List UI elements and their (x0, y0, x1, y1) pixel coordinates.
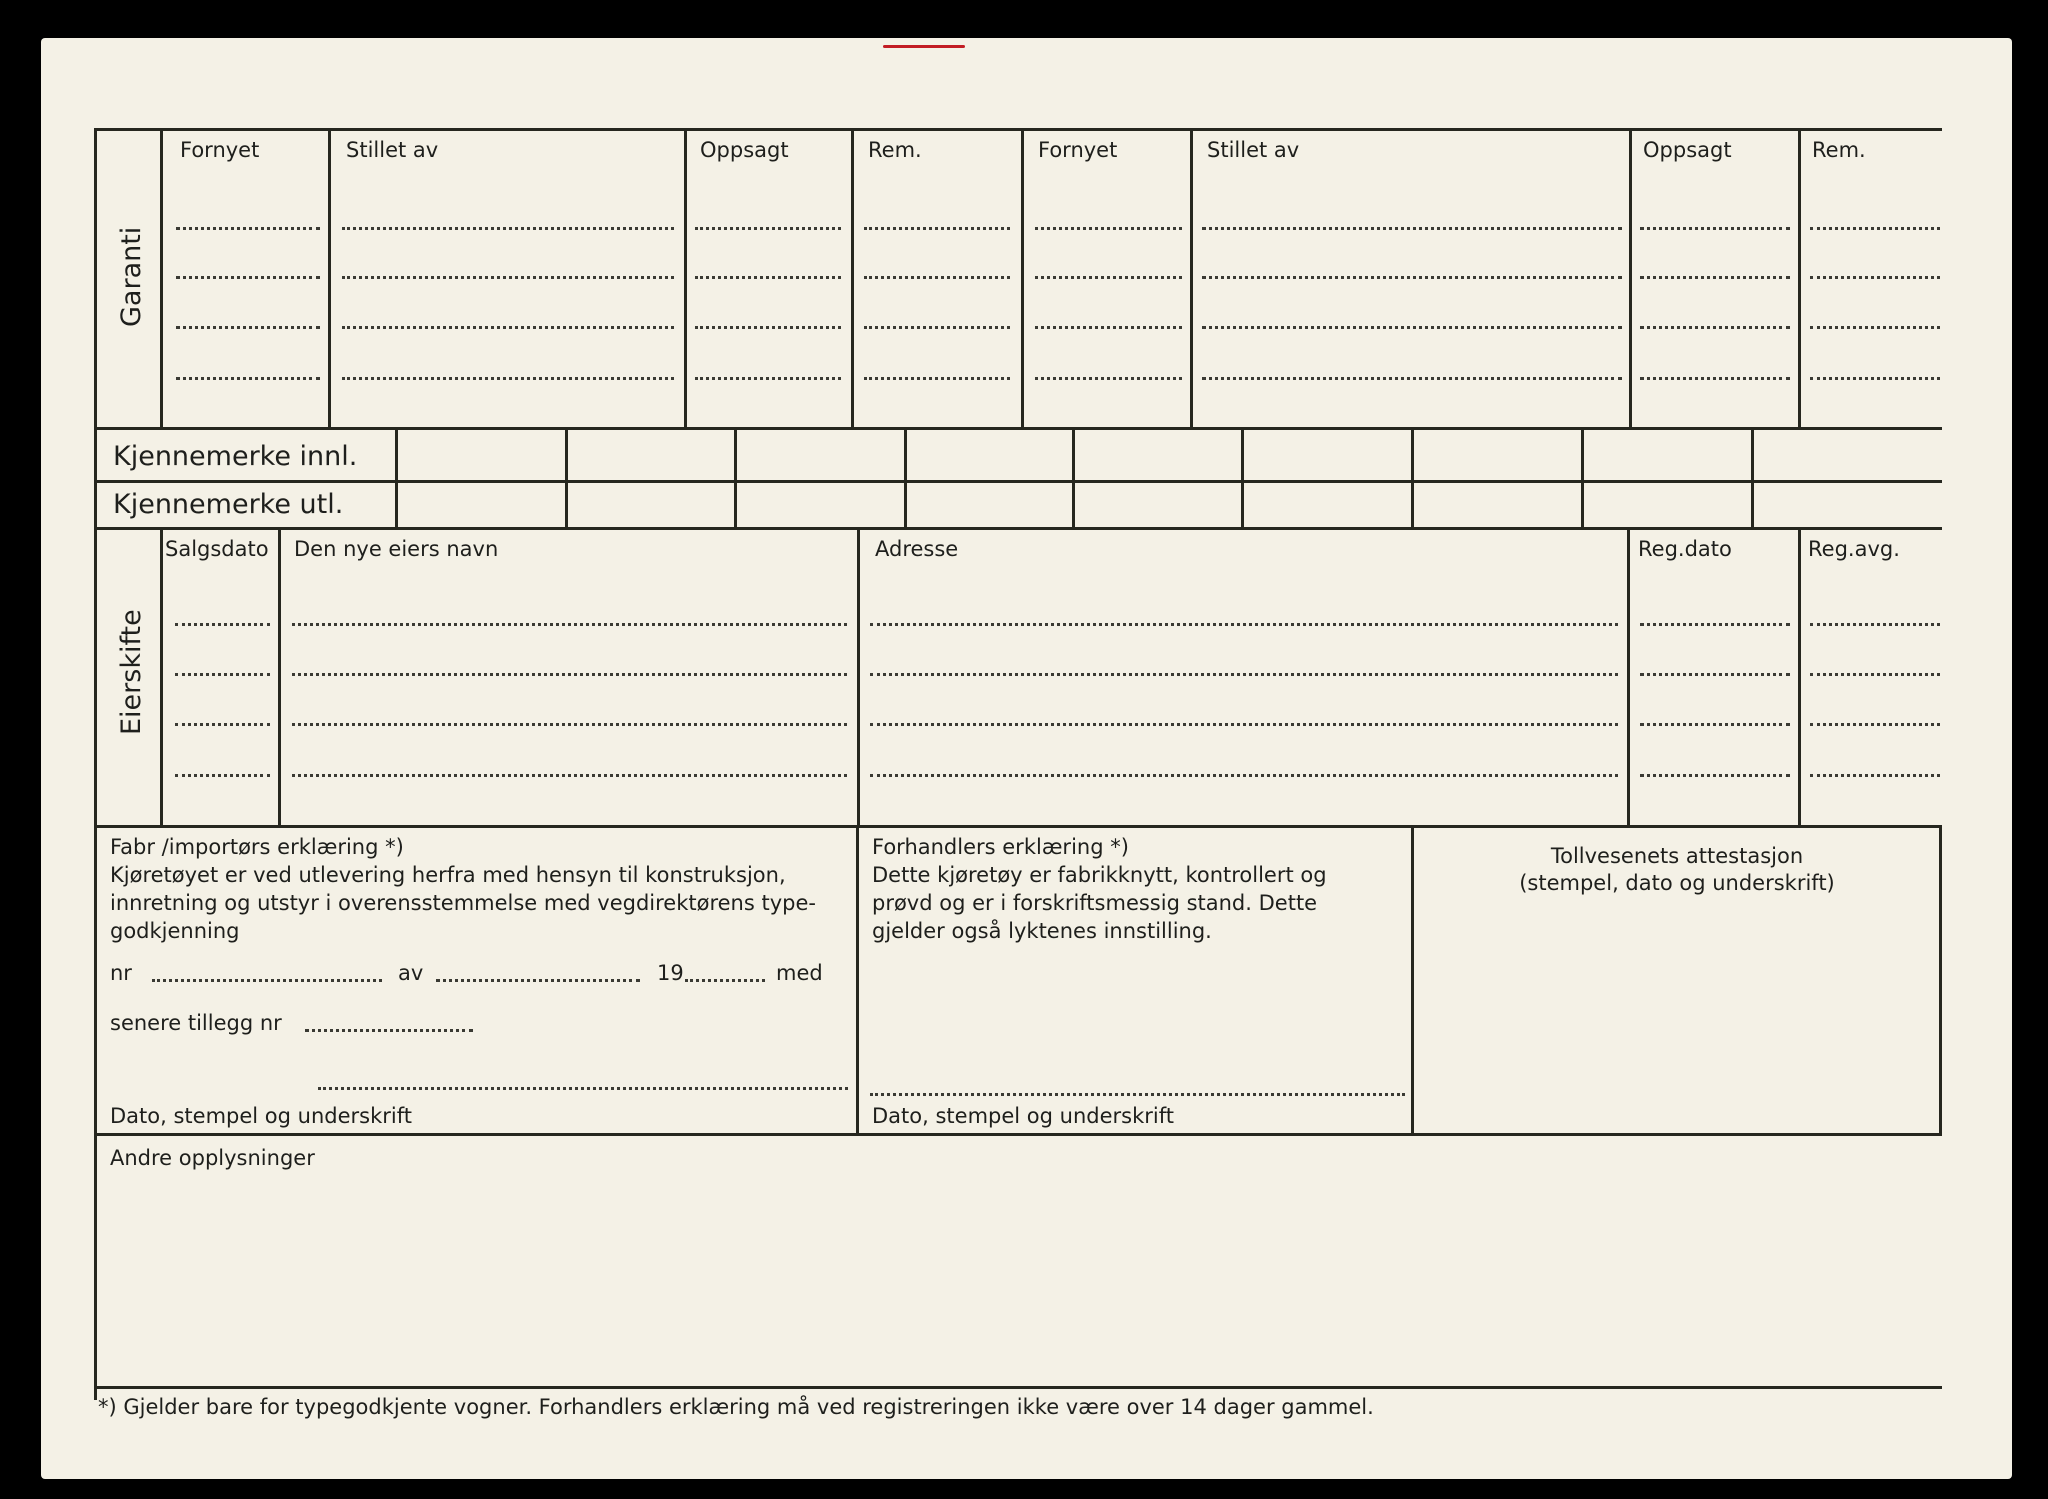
dotted-line (175, 723, 270, 726)
dotted-line (870, 774, 1618, 777)
dotted-line (1640, 723, 1790, 726)
garanti-col-divider (1021, 130, 1024, 428)
eierskifte-header-adresse: Adresse (875, 537, 959, 561)
fabrikant-text-line-1: Kjøretøyet er ved utlevering herfra med hensyn til konstruksjon, (110, 863, 786, 887)
dotted-line (864, 227, 1010, 230)
dotted-line (1035, 276, 1182, 279)
fabrikant-av-label: av (398, 961, 424, 985)
dotted-line (695, 276, 841, 279)
dotted-line (176, 276, 320, 279)
fabrikant-nr-label: nr (110, 961, 132, 985)
fabrikant-med-label: med (776, 961, 823, 985)
dotted-line (1810, 326, 1940, 329)
dotted-line (176, 227, 320, 230)
registration-form-card (41, 38, 2012, 1479)
eierskifte-header-regavg: Reg.avg. (1808, 537, 1900, 561)
eierskifte-header-navn: Den nye eiers navn (294, 537, 499, 561)
eierskifte-col-divider (278, 529, 281, 826)
fabrikant-signature-line (318, 1087, 848, 1090)
garanti-side-label: Garanti (116, 226, 147, 327)
dotted-line (1640, 774, 1790, 777)
dotted-line (1640, 276, 1790, 279)
dotted-line (175, 673, 270, 676)
fabrikant-year-prefix: 19 (657, 961, 684, 985)
dotted-line (342, 377, 674, 380)
garanti-header-rem-2: Rem. (1812, 138, 1866, 162)
garanti-col-divider (851, 130, 854, 428)
eierskifte-header-salgsdato: Salgsdato (165, 537, 269, 561)
kjennemerke-cell-divider (904, 429, 907, 528)
dotted-line (342, 326, 674, 329)
garanti-bottom-rule (96, 427, 1942, 430)
fabrikant-text-line-3: godkjenning (110, 919, 240, 943)
dotted-line (176, 326, 320, 329)
dotted-line (1640, 623, 1790, 626)
forhandler-text-line-2: prøvd og er i forskriftsmessig stand. Dette (872, 891, 1318, 915)
kjennemerke-cell-divider (1072, 429, 1075, 528)
declaration-divider (1411, 827, 1414, 1134)
garanti-col-divider (1629, 130, 1632, 428)
red-mark (883, 45, 965, 48)
forhandler-title: Forhandlers erklæring *) (872, 835, 1129, 859)
dotted-line (1810, 276, 1940, 279)
dotted-line (695, 377, 841, 380)
kjennemerke-bottom-rule (96, 527, 1942, 530)
dotted-line (1640, 377, 1790, 380)
andre-opplysninger-label: Andre opplysninger (110, 1146, 315, 1170)
kjennemerke-cell-divider (1241, 429, 1244, 528)
dotted-line (864, 276, 1010, 279)
top-rule (96, 128, 1942, 131)
dotted-line (685, 979, 765, 982)
dotted-line (1202, 377, 1622, 380)
dotted-line (292, 774, 847, 777)
footnote: *) Gjelder bare for typegodkjente vogner. Forhandlers erklæring må ved registreringen ikke være over 14 dager gammel. (98, 1395, 1374, 1419)
tollvesen-subtitle: (stempel, dato og underskrift) (1519, 871, 1835, 895)
dotted-line (870, 723, 1618, 726)
garanti-header-rem-1: Rem. (868, 138, 922, 162)
kjennemerke-cell-divider (395, 429, 398, 528)
dotted-line (1035, 377, 1182, 380)
kjennemerke-cell-divider (1581, 429, 1584, 528)
garanti-col-divider (160, 130, 163, 428)
dotted-line (175, 623, 270, 626)
garanti-header-oppsagt-2: Oppsagt (1643, 138, 1732, 162)
bottom-rule (96, 1386, 1942, 1389)
dotted-line (1810, 227, 1940, 230)
dotted-line (1810, 774, 1940, 777)
dotted-line (1202, 326, 1622, 329)
dotted-line (870, 623, 1618, 626)
eierskifte-col-divider (1627, 529, 1630, 826)
dotted-line (1640, 673, 1790, 676)
dotted-line (1810, 723, 1940, 726)
dotted-line (292, 623, 847, 626)
eierskifte-header-regdato: Reg.dato (1638, 537, 1732, 561)
dotted-line (1202, 227, 1622, 230)
garanti-header-fornyet-1: Fornyet (180, 138, 260, 162)
fabrikant-tillegg-label: senere tillegg nr (110, 1011, 282, 1035)
dotted-line (1810, 377, 1940, 380)
garanti-header-stillet-av-2: Stillet av (1207, 138, 1300, 162)
eierskifte-col-divider (1798, 529, 1801, 826)
dotted-line (152, 979, 382, 982)
left-border (94, 128, 97, 1400)
dotted-line (1035, 227, 1182, 230)
garanti-header-oppsagt-1: Oppsagt (700, 138, 789, 162)
garanti-col-divider (328, 130, 331, 428)
garanti-col-divider (1798, 130, 1801, 428)
kjennemerke-middle-rule (96, 480, 1942, 483)
dotted-line (175, 774, 270, 777)
kjennemerke-cell-divider (1411, 429, 1414, 528)
fabrikant-signature-label: Dato, stempel og underskrift (110, 1104, 412, 1128)
dotted-line (1640, 227, 1790, 230)
dotted-line (864, 377, 1010, 380)
right-border (1939, 827, 1942, 1135)
tollvesen-title: Tollvesenets attestasjon (1550, 844, 1804, 868)
kjennemerke-cell-divider (565, 429, 568, 528)
kjennemerke-cell-divider (734, 429, 737, 528)
declaration-divider (856, 827, 859, 1134)
dotted-line (1810, 623, 1940, 626)
forhandler-text-line-1: Dette kjøretøy er fabrikknytt, kontrollert og (872, 863, 1327, 887)
dotted-line (1810, 673, 1940, 676)
kjennemerke-cell-divider (1751, 429, 1754, 528)
dotted-line (342, 276, 674, 279)
forhandler-signature-label: Dato, stempel og underskrift (872, 1104, 1174, 1128)
garanti-col-divider (1190, 130, 1193, 428)
kjennemerke-utl-label: Kjennemerke utl. (113, 489, 344, 520)
dotted-line (864, 326, 1010, 329)
garanti-col-divider (684, 130, 687, 428)
eierskifte-bottom-rule (96, 825, 1942, 828)
eierskifte-side-label: Eierskifte (116, 609, 147, 735)
eierskifte-col-divider (857, 529, 860, 826)
dotted-line (292, 673, 847, 676)
eierskifte-col-divider (160, 529, 163, 826)
dotted-line (1640, 326, 1790, 329)
declaration-bottom-rule (96, 1133, 1942, 1136)
garanti-header-stillet-av-1: Stillet av (346, 138, 439, 162)
dotted-line (292, 723, 847, 726)
garanti-header-fornyet-2: Fornyet (1038, 138, 1118, 162)
fabrikant-text-line-2: innretning og utstyr i overensstemmelse med vegdirektørens type- (110, 891, 816, 915)
dotted-line (436, 979, 640, 982)
kjennemerke-innl-label: Kjennemerke innl. (113, 441, 358, 472)
dotted-line (870, 673, 1618, 676)
dotted-line (1202, 276, 1622, 279)
dotted-line (1035, 326, 1182, 329)
forhandler-signature-line (870, 1093, 1405, 1096)
fabrikant-title: Fabr /importørs erklæring *) (110, 835, 404, 859)
forhandler-text-line-3: gjelder også lyktenes innstilling. (872, 919, 1212, 943)
dotted-line (695, 326, 841, 329)
dotted-line (176, 377, 320, 380)
dotted-line (305, 1029, 473, 1032)
dotted-line (695, 227, 841, 230)
dotted-line (342, 227, 674, 230)
